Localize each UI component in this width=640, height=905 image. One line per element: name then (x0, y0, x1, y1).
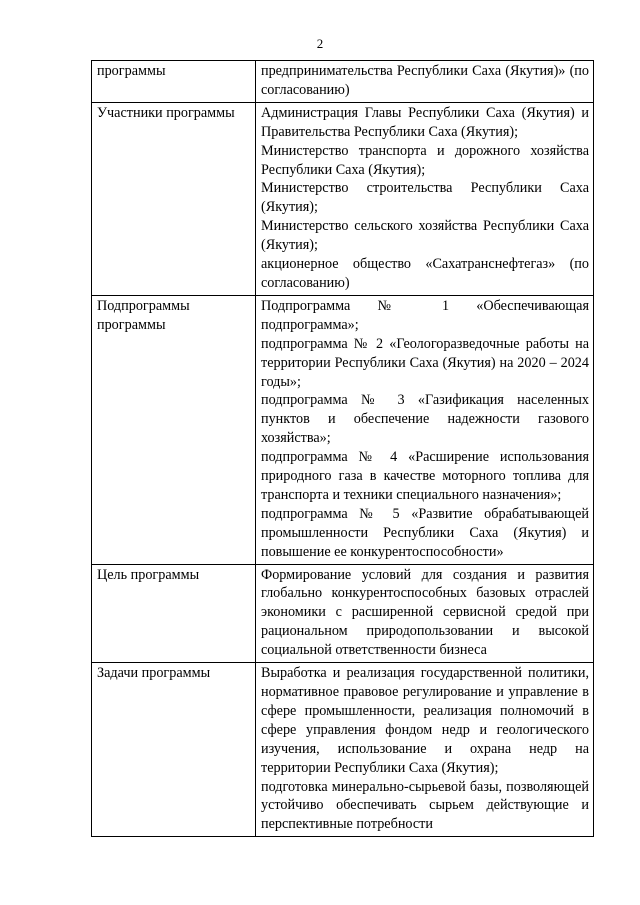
paragraph: подпрограмма № 5 «Развитие обрабатывающей промышленности Республики Саха (Якутия) и повышение ее конкурентоспособности» (261, 505, 589, 560)
paragraph: Министерство транспорта и дорожного хозяйства Республики Саха (Якутия); (261, 142, 589, 178)
table-row (92, 295, 594, 564)
table-row (92, 61, 594, 103)
paragraph: Администрация Главы Республики Саха (Якутия) и Правительства Республики Саха (Якутия); (261, 104, 589, 140)
table-row (92, 564, 594, 663)
row-label-tasks: Задачи программы (92, 663, 256, 837)
paragraph: акционерное общество «Сахатранснефтегаз» (по согласованию) (261, 256, 589, 291)
program-passport-table (91, 60, 594, 837)
paragraph: подпрограмма № 3 «Газификация населенных пунктов и обеспечение надежности газового хозяйства»; (261, 392, 589, 447)
row-content-participants (256, 102, 594, 295)
row-label-participants: Участники программы (92, 102, 256, 295)
row-content-subprograms (256, 295, 594, 564)
row-content-program-continued (256, 61, 594, 103)
paragraph: Выработка и реализация государственной политики, нормативное правовое регулирование и управление в сфере промышленности, реализация полномочий в сфере управления фондом недр и геологического изучения, использование и охрана недр на территории Республики Саха (Якутия); (261, 665, 589, 776)
table-row (92, 102, 594, 295)
table-row (92, 663, 594, 837)
paragraph: подготовка минерально-сырьевой базы, позволяющей устойчиво обеспечивать сырьем действующие и перспективные потребности (261, 778, 589, 833)
row-label-subprograms: Подпрограммы программы (92, 295, 256, 564)
row-content-goal (256, 564, 594, 663)
row-content-tasks (256, 663, 594, 837)
paragraph: подпрограмма № 2 «Геологоразведочные работы на территории Республики Саха (Якутия) на 2020 – 2024 годы»; (261, 335, 589, 390)
paragraph: Формирование условий для создания и развития глобально конкурентоспособных базовых отраслей экономики с расширенной сервисной средой при рациональном природопользовании и высокой социальной ответственности бизнеса (261, 566, 589, 659)
paragraph: Подпрограмма № 1 «Обеспечивающая подпрограмма»; (261, 297, 589, 333)
paragraph: подпрограмма № 4 «Расширение использования природного газа в качестве моторного топлива для транспорта и техники специального назначения»; (261, 449, 589, 503)
row-label-program-continued: программы (92, 61, 256, 103)
paragraph: Министерство строительства Республики Саха (Якутия); (261, 180, 589, 216)
page-number: 2 (316, 36, 324, 51)
paragraph: предпринимательства Республики Саха (Якутия)» (по согласованию) (261, 63, 589, 98)
paragraph: Министерство сельского хозяйства Республики Саха (Якутия); (261, 218, 589, 254)
row-label-goal: Цель программы (92, 564, 256, 663)
